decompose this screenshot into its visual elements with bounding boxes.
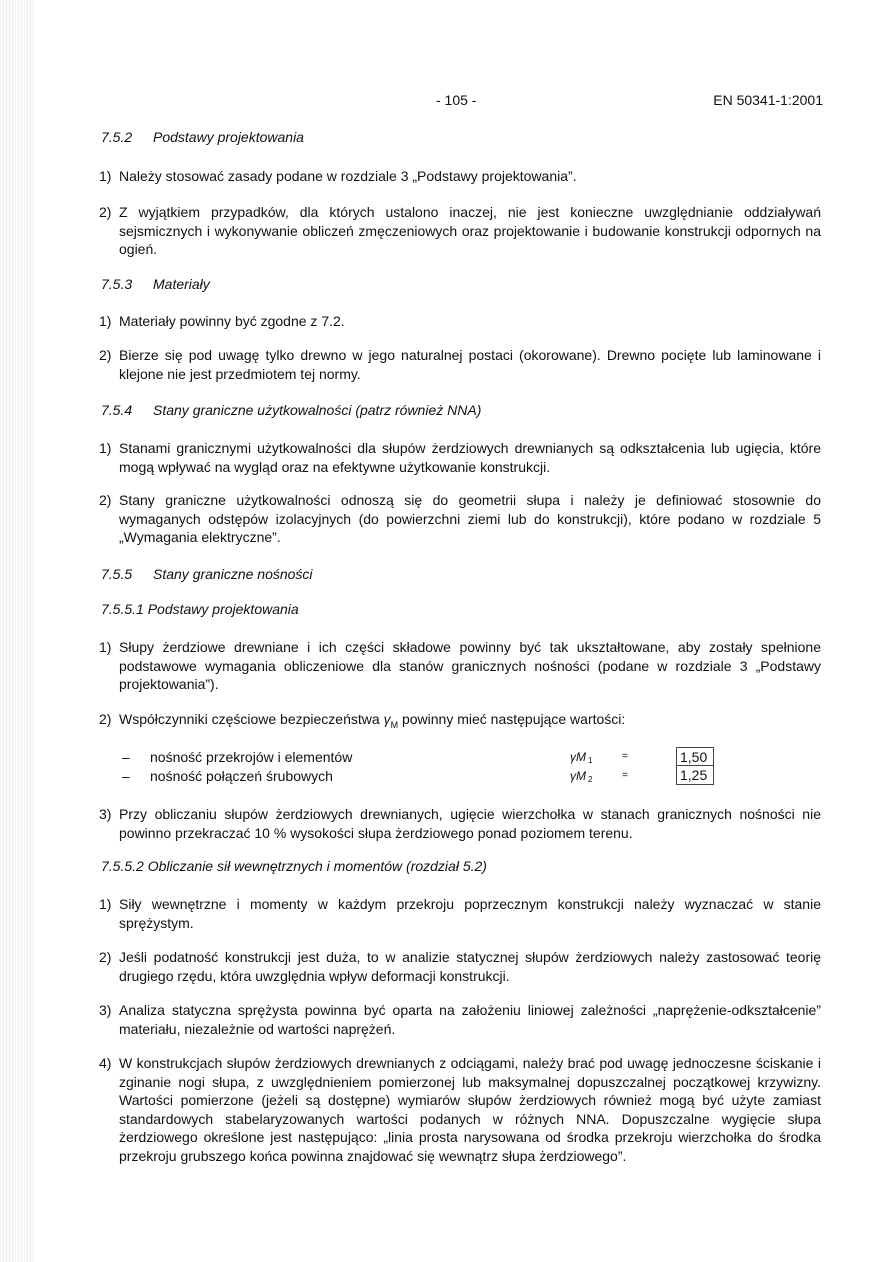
factor-symbol — [570, 767, 592, 790]
gamma-symbol: γ — [383, 711, 391, 727]
list-dash: – — [122, 749, 130, 765]
item-text: W konstrukcjach słupów żerdziowych drewnianych z odciągami, należy brać pod uwagę jednoczesne ściskanie i zginanie nogi słupa, z uwzględnieniem pomierzonej lub maksymalnej dopuszczalnej początkowej krzywizny. Wartości pomierzone (jeżeli są dostępne) wymiarów słupów żerdziowych również mogą być użyte zamiast standardowych stabelaryzowanych wartości podanych w różnych NNA. Dopuszczalne wygięcie słupa żerdziowego określone jest następująco: „linia prosta narysowana od środka przekroju wierzchołka do środka przekroju grubszego końca powinna znajdować się wewnątrz słupa żerdziowego”. — [119, 1055, 821, 1164]
item-number: 2) — [99, 347, 112, 363]
factor-row — [122, 767, 722, 785]
item-number: 1) — [99, 639, 112, 655]
section-heading-7-5-5-2 — [101, 857, 487, 876]
factor-label: nośność połączeń śrubowych — [150, 768, 333, 784]
equals-sign: = — [622, 751, 628, 762]
item-text: Stany graniczne użytkowalności odnoszą się do geometrii słupa i należy je definiować stosownie do wymaganych odstępów izolacyjnych (do powierzchni ziemi lub do konstrukcji), które podano w rozdziale 5 „Wymagania elektryczne”. — [119, 492, 821, 545]
item-text: Jeśli podatność konstrukcji jest duża, to w analizie statycznej słupów żerdziowych należy zastosować teorię drugiego rzędu, która uwzględnia wpływ deformacji konstrukcji. — [119, 949, 821, 984]
item-text: Słupy żerdziowe drewniane i ich części składowe powinny być tak ukształtowane, aby zostały spełnione podstawowe wymagania obliczeniowe dla stanów granicznych nośności (podane w rozdziale 3 „Podstawy projektowania”). — [119, 639, 821, 692]
item-text: Należy stosować zasady podane w rozdziale 3 „Podstawy projektowania”. — [119, 168, 577, 184]
section-heading-7-5-2 — [101, 128, 304, 147]
factor-label: nośność przekrojów i elementów — [150, 749, 353, 765]
section-title: Obliczanie sił wewnętrznych i momentów (rozdział 5.2) — [147, 858, 487, 874]
item-number: 2) — [99, 949, 112, 965]
factor-symbol-sub: 2 — [588, 775, 593, 784]
paragraph-7-5-2-2 — [99, 203, 821, 259]
item-number: 1) — [99, 168, 112, 184]
paragraph-7-5-4-1 — [99, 439, 821, 476]
list-dash: – — [122, 768, 130, 784]
paragraph-7-5-2-1 — [99, 167, 821, 186]
factor-symbol-main: γM — [570, 750, 586, 764]
scan-edge — [0, 0, 34, 1262]
paragraph-7-5-5-2-2 — [99, 948, 821, 985]
section-title: Stany graniczne użytkowalności (patrz również NNA) — [153, 402, 482, 418]
section-number: 7.5.5 — [101, 566, 133, 582]
section-title: Podstawy projektowania — [153, 129, 304, 145]
paragraph-7-5-3-2 — [99, 346, 821, 383]
item-text: Przy obliczaniu słupów żerdziowych drewnianych, ugięcie wierzchołka w stanach granicznych nośności nie powinno przekraczać 10 % wysokości słupa żerdziowego ponad poziomem terenu. — [119, 806, 821, 841]
factor-value: 1,50 — [676, 747, 714, 766]
item-number: 4) — [99, 1055, 112, 1071]
section-number: 7.5.5.2 — [101, 858, 144, 874]
section-number: 7.5.5.1 — [101, 601, 144, 617]
item-number: 3) — [99, 806, 112, 822]
item-number: 1) — [99, 896, 112, 912]
item-number: 2) — [99, 204, 112, 220]
factor-value: 1,25 — [676, 766, 714, 785]
item-text: Bierze się pod uwagę tylko drewno w jego naturalnej postaci (okorowane). Drewno pocięte lub laminowane i klejone nie jest przedmiotem tej normy. — [119, 347, 821, 382]
section-heading-7-5-3 — [101, 275, 210, 294]
item-number: 3) — [99, 1002, 112, 1018]
paragraph-7-5-4-2 — [99, 491, 821, 547]
factor-symbol-sub: 1 — [588, 756, 593, 765]
factor-symbol-main: γM — [570, 769, 586, 783]
paragraph-7-5-5-1-1 — [99, 638, 821, 694]
gamma-subscript: M — [390, 719, 399, 730]
item-text — [119, 710, 821, 734]
item-number: 2) — [99, 492, 112, 508]
page-number: - 105 - — [436, 92, 477, 108]
item-text: Z wyjątkiem przypadków, dla których ustalono inaczej, nie jest konieczne uwzględnianie oddziaływań sejsmicznych i wykonywanie obliczeń zmęczeniowych oraz projektowanie i budowanie konstrukcji odpornych na ogień. — [119, 204, 821, 257]
item-number: 1) — [99, 313, 112, 329]
equals-sign: = — [622, 770, 628, 781]
section-number: 7.5.2 — [101, 129, 133, 145]
item-text: Materiały powinny być zgodne z 7.2. — [119, 313, 345, 329]
paragraph-7-5-3-1 — [99, 312, 821, 331]
section-title: Materiały — [153, 276, 210, 292]
section-heading-7-5-5-1 — [101, 600, 299, 619]
item-text: Siły wewnętrzne i momenty w każdym przekroju poprzecznym konstrukcji należy wyznaczać w stanie sprężystym. — [119, 896, 821, 931]
paragraph-7-5-5-2-3 — [99, 1001, 821, 1038]
factor-row — [122, 748, 722, 766]
item-text-after: powinny mieć następujące wartości: — [398, 711, 626, 727]
paragraph-7-5-5-2-1 — [99, 895, 821, 932]
section-number: 7.5.3 — [101, 276, 133, 292]
item-text: Analiza statyczna sprężysta powinna być oparta na założeniu liniowej zależności „naprężenie-odkształcenie” materiału, niezależnie od wartości naprężeń. — [119, 1002, 821, 1037]
paragraph-7-5-5-2-4 — [99, 1054, 821, 1165]
section-number: 7.5.4 — [101, 402, 133, 418]
paragraph-7-5-5-1-2 — [99, 710, 821, 734]
section-title: Stany graniczne nośności — [153, 566, 313, 582]
item-text: Stanami granicznymi użytkowalności dla słupów żerdziowych drewnianych są odkształcenia lub ugięcia, które mogą wpływać na wygląd oraz na efektywne użytkowanie konstrukcji. — [119, 440, 821, 475]
item-text-before: Współczynniki częściowe bezpieczeństwa — [119, 711, 384, 727]
section-title: Podstawy projektowania — [147, 601, 299, 617]
standard-code: EN 50341-1:2001 — [713, 92, 823, 108]
section-heading-7-5-4 — [101, 401, 481, 420]
item-number: 2) — [99, 711, 112, 727]
section-heading-7-5-5 — [101, 565, 313, 584]
paragraph-7-5-5-1-3 — [99, 805, 821, 842]
item-number: 1) — [99, 440, 112, 456]
